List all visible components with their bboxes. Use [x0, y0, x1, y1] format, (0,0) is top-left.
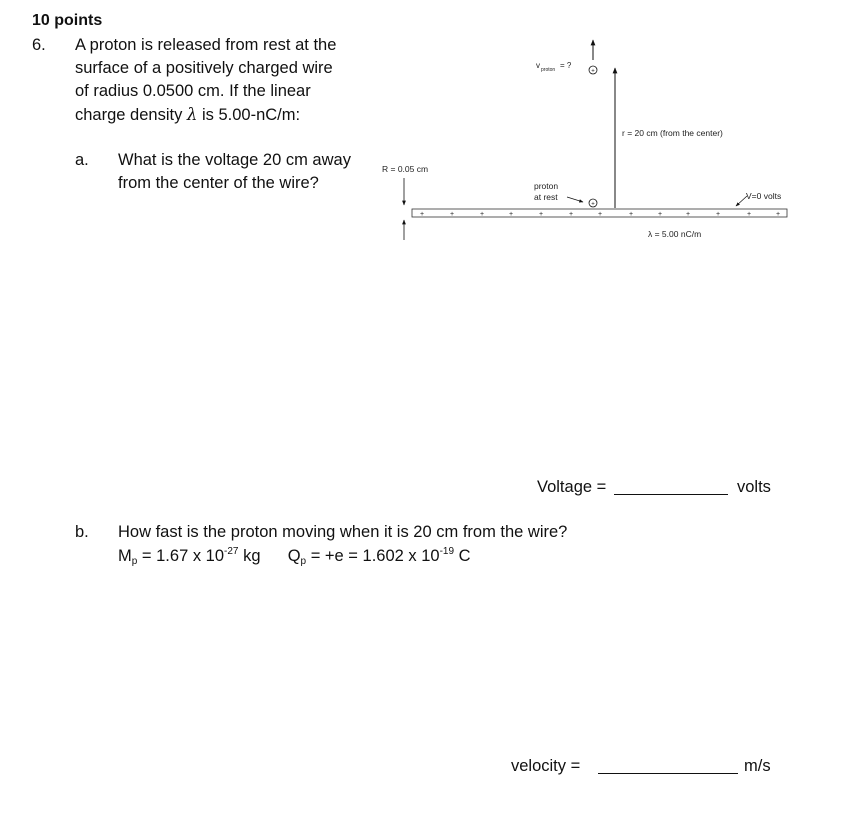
wire-plus: + — [538, 211, 544, 218]
wire-plus: + — [775, 211, 781, 218]
part-a-question — [118, 149, 351, 195]
wire-plus: + — [657, 211, 663, 218]
constants-line — [118, 545, 471, 568]
velocity-answer-field[interactable] — [598, 757, 738, 779]
stem-line-4 — [75, 103, 336, 127]
proton-pointer-arrow — [567, 197, 583, 202]
proton-top-plus: + — [591, 68, 595, 75]
voltage-answer-label: Voltage = — [537, 478, 607, 496]
velocity-unit: m/s — [744, 757, 771, 775]
charge-value: = +e = 1.602 x 10 — [310, 547, 440, 565]
wire-plus: + — [597, 211, 603, 218]
r-label: r = 20 cm (from the center) — [622, 128, 723, 138]
charge-subscript: p — [300, 556, 307, 567]
proton-rest-plus: + — [591, 201, 595, 208]
part-b-label: b. — [75, 523, 89, 541]
charge-prefix: Q — [287, 547, 301, 565]
mass-prefix: M — [118, 547, 132, 565]
wire-plus: + — [685, 211, 691, 218]
voltage-unit: volts — [737, 478, 771, 496]
wire-plus: + — [568, 211, 574, 218]
stem-line-3: of radius 0.0500 cm. If the linear — [75, 82, 311, 100]
proton-label-line1: proton — [534, 181, 559, 191]
velocity-answer-label: velocity = — [511, 757, 581, 775]
stem-line-2: surface of a positively charged wire — [75, 59, 333, 77]
part-a-line-2: from the center of the wire? — [118, 174, 319, 192]
wire-plus: + — [419, 211, 425, 218]
mass-value: = 1.67 x 10 — [141, 547, 225, 565]
mass-exponent: -27 — [224, 546, 239, 557]
radius-label: R = 0.05 cm — [382, 164, 429, 174]
wire-diagram — [370, 30, 800, 250]
mass-subscript: p — [131, 556, 138, 567]
wire-plus: + — [479, 211, 485, 218]
charge-unit: C — [458, 547, 471, 565]
v-proton-eq: = ? — [560, 61, 572, 70]
voltage-answer-field[interactable] — [614, 478, 728, 500]
question-stem — [75, 34, 336, 127]
lambda-label: λ = 5.00 nC/m — [648, 229, 702, 239]
wire-plus: + — [715, 211, 721, 218]
wire-plus: + — [449, 211, 455, 218]
wire-plus: + — [508, 211, 514, 218]
mass-unit: kg — [243, 547, 261, 565]
lambda-symbol: λ — [186, 105, 198, 124]
part-b-question: How fast is the proton moving when it is 20 cm from the wire? — [118, 523, 568, 541]
v-zero-label: V=0 volts — [746, 191, 782, 201]
wire-plus: + — [746, 211, 752, 218]
stem-line-1: A proton is released from rest at the — [75, 36, 337, 54]
v-zero-arrow — [736, 196, 747, 206]
proton-label-line2: at rest — [534, 192, 558, 202]
part-a-label: a. — [75, 151, 89, 169]
points-heading: 10 points — [32, 12, 103, 29]
part-a-line-1: What is the voltage 20 cm away — [118, 151, 351, 169]
wire-plus: + — [628, 211, 634, 218]
stem-line-4-end: is 5.00-nC/m: — [201, 106, 301, 124]
charge-exponent: -19 — [439, 546, 455, 557]
question-number: 6. — [32, 36, 46, 54]
stem-line-4-start: charge density — [75, 106, 183, 124]
v-proton-label: v — [536, 61, 540, 70]
v-proton-subscript: proton — [541, 67, 556, 73]
